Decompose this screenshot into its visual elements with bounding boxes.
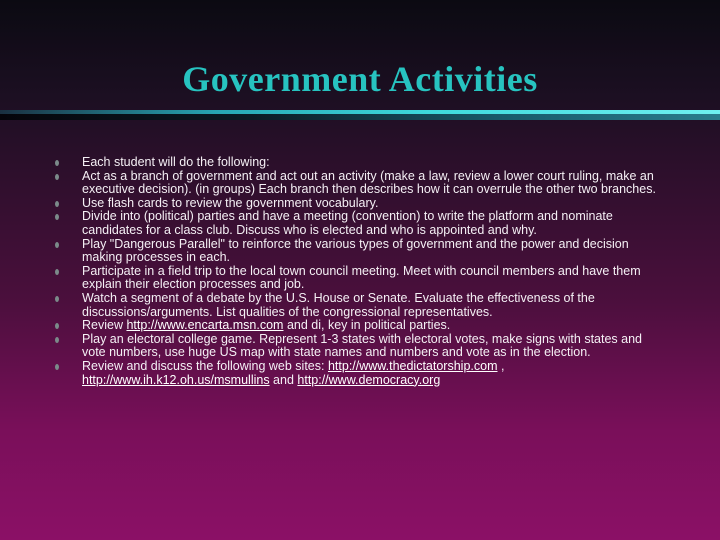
- list-item: [55, 360, 665, 387]
- bullet-icon: [55, 296, 59, 302]
- msmullins-link[interactable]: http://www.ih.k12.oh.us/msmullins: [82, 372, 270, 387]
- bullet-icon: [55, 323, 59, 329]
- list-item: [55, 210, 665, 237]
- item-text: Watch a segment of a debate by the U.S. House or Senate. Evaluate the effectiveness of the discussions/arguments. List qualities of the congressional representatives.: [82, 290, 595, 319]
- list-item: [55, 333, 665, 360]
- list-item: [55, 265, 665, 292]
- bullet-icon: [55, 364, 59, 370]
- dictatorship-link[interactable]: http://www.thedictatorship.com: [327, 358, 498, 373]
- list-item: [55, 319, 665, 333]
- title-divider: [0, 110, 720, 122]
- bullet-icon: [55, 174, 59, 180]
- bullet-icon: [55, 242, 59, 248]
- websites-and: and: [269, 372, 298, 387]
- item-text: Participate in a field trip to the local town council meeting. Meet with council members and have them explain their election processes and job.: [82, 263, 641, 292]
- item-text: Act as a branch of government and act out an activity (make a law, review a lower court ruling, make an executive decision). (in groups) Each branch then describes how it can overrule the other two branches.: [82, 168, 656, 197]
- review-suffix: and di, key in political parties.: [283, 318, 451, 333]
- list-item: [55, 238, 665, 265]
- activity-list: [55, 156, 665, 387]
- websites-separator: ,: [497, 358, 505, 373]
- bullet-icon: [55, 214, 59, 220]
- bullet-icon: [55, 201, 59, 207]
- divider-shadow: [0, 113, 720, 120]
- item-text: Play an electoral college game. Represent 1-3 states with electoral votes, make signs with states and vote numbers, use huge US map with state names and numbers and vote as in the election.: [82, 331, 643, 360]
- list-item: [55, 170, 665, 197]
- list-item: [55, 292, 665, 319]
- bullet-icon: [55, 337, 59, 343]
- item-text: Divide into (political) parties and have a meeting (convention) to write the platform and nominate candidates for a class club. Discuss who is elected and who is appointed and why.: [82, 209, 613, 237]
- list-item: [55, 197, 665, 211]
- item-text: Play "Dangerous Parallel" to reinforce the various types of government and the power and decision making processes in each.: [82, 236, 629, 265]
- bullet-icon: [55, 160, 59, 166]
- item-text: Each student will do the following:: [82, 155, 270, 169]
- item-text: Use flash cards to review the government vocabulary.: [82, 195, 379, 210]
- democracy-link[interactable]: http://www.democracy.org: [297, 372, 441, 387]
- bullet-icon: [55, 269, 59, 275]
- websites-prefix: Review and discuss the following web sites:: [82, 358, 328, 373]
- divider-highlight: [0, 110, 720, 114]
- list-item: [55, 156, 665, 170]
- encarta-link[interactable]: http://www.encarta.msn.com: [126, 318, 284, 333]
- slide-title: Government Activities: [182, 59, 538, 99]
- review-prefix: Review: [82, 318, 127, 333]
